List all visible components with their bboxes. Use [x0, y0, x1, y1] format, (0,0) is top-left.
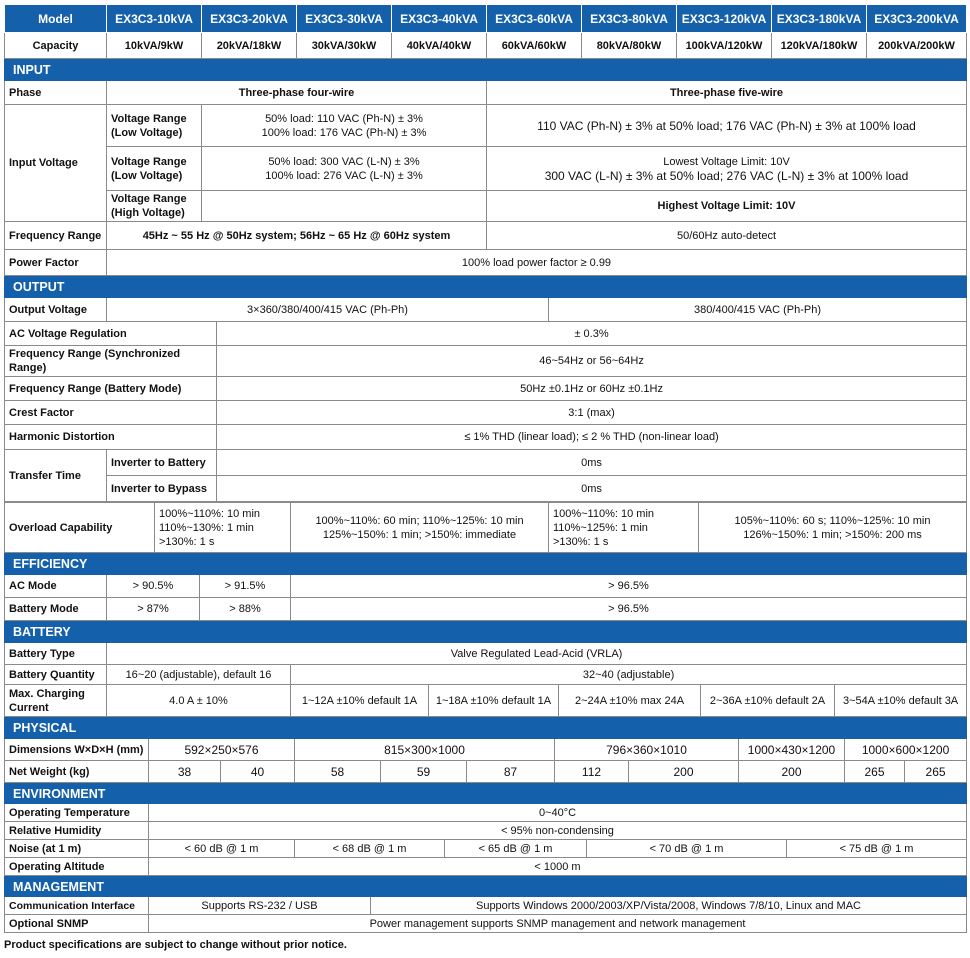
- freq-sync-label: Frequency Range (Synchronized Range): [5, 346, 217, 377]
- battery-type-label: Battery Type: [5, 643, 107, 665]
- capacity-value: 60kVA/60kW: [487, 33, 582, 59]
- dimensions-label: Dimensions W×D×H (mm): [5, 739, 149, 761]
- frequency-range-label: Frequency Range: [5, 222, 107, 250]
- voltage-range-label: Voltage Range (Low Voltage): [107, 147, 202, 191]
- phase-value: Three-phase four-wire: [107, 81, 487, 105]
- noise-value: < 60 dB @ 1 m: [149, 840, 295, 858]
- net-weight-value: 58: [295, 761, 381, 783]
- noise-value: < 68 dB @ 1 m: [295, 840, 445, 858]
- footer-note: Product specifications are subject to change without prior notice.: [4, 939, 347, 951]
- charging-current-value: 1~18A ±10% default 1A: [429, 685, 559, 717]
- dimensions-value: 592×250×576: [149, 739, 295, 761]
- management-table: [4, 876, 967, 933]
- model-name: EX3C3-20kVA: [202, 5, 297, 33]
- voltage-range-empty: [202, 191, 487, 222]
- output-voltage-value: 380/400/415 VAC (Ph-Ph): [549, 298, 967, 322]
- optional-snmp-value: Power management supports SNMP management and network management: [149, 915, 967, 933]
- overload-value: 100%~110%: 10 min 110%~130%: 1 min >130%: 1 s: [155, 503, 291, 553]
- ac-regulation-label: AC Voltage Regulation: [5, 322, 217, 346]
- freq-battery-label: Frequency Range (Battery Mode): [5, 377, 217, 401]
- input-table: [4, 59, 967, 276]
- charging-current-value: 4.0 A ± 10%: [107, 685, 291, 717]
- model-name: EX3C3-30kVA: [297, 5, 392, 33]
- power-factor-value: 100% load power factor ≥ 0.99: [107, 250, 967, 276]
- battery-quantity-value: 32~40 (adjustable): [291, 665, 967, 685]
- relative-humidity-value: < 95% non-condensing: [149, 822, 967, 840]
- section-title-input: INPUT: [5, 60, 967, 81]
- model-name: EX3C3-40kVA: [392, 5, 487, 33]
- capacity-value: 20kVA/18kW: [202, 33, 297, 59]
- communication-interface-label: Communication Interface: [5, 897, 149, 915]
- noise-value: < 65 dB @ 1 m: [445, 840, 587, 858]
- model-name: EX3C3-80kVA: [582, 5, 677, 33]
- model-header: Model: [5, 5, 107, 33]
- net-weight-value: 200: [629, 761, 739, 783]
- inverter-to-battery-label: Inverter to Battery: [107, 450, 217, 476]
- operating-temperature-value: 0~40°C: [149, 804, 967, 822]
- inverter-to-battery-value: 0ms: [217, 450, 967, 476]
- net-weight-value: 265: [845, 761, 905, 783]
- output-voltage-label: Output Voltage: [5, 298, 107, 322]
- voltage-range-value: 110 VAC (Ph-N) ± 3% at 50% load; 176 VAC (Ph-N) ± 3% at 100% load: [487, 105, 967, 147]
- battery-mode-label: Battery Mode: [5, 598, 107, 621]
- highest-voltage-limit: Highest Voltage Limit: 10V: [487, 191, 967, 222]
- inverter-to-bypass-value: 0ms: [217, 476, 967, 502]
- battery-table: [4, 621, 967, 717]
- noise-value: < 70 dB @ 1 m: [587, 840, 787, 858]
- operating-altitude-label: Operating Altitude: [5, 858, 149, 876]
- model-name: EX3C3-200kVA: [867, 5, 967, 33]
- ac-mode-value: > 91.5%: [200, 575, 291, 598]
- voltage-range-label: Voltage Range (High Voltage): [107, 191, 202, 222]
- freq-sync-value: 46~54Hz or 56~64Hz: [217, 346, 967, 377]
- net-weight-value: 87: [467, 761, 555, 783]
- net-weight-label: Net Weight (kg): [5, 761, 149, 783]
- battery-quantity-value: 16~20 (adjustable), default 16: [107, 665, 291, 685]
- dimensions-value: 815×300×1000: [295, 739, 555, 761]
- battery-type-value: Valve Regulated Lead-Acid (VRLA): [107, 643, 967, 665]
- battery-mode-value: > 88%: [200, 598, 291, 621]
- capacity-value: 10kVA/9kW: [107, 33, 202, 59]
- dimensions-value: 796×360×1010: [555, 739, 739, 761]
- model-name: EX3C3-10kVA: [107, 5, 202, 33]
- phase-value: Three-phase five-wire: [487, 81, 967, 105]
- phase-label: Phase: [5, 81, 107, 105]
- overload-value: 105%~110%: 60 s; 110%~125%: 10 min 126%~150%: 1 min; >150%: 200 ms: [699, 503, 967, 553]
- net-weight-value: 40: [221, 761, 295, 783]
- communication-interface-value: Supports RS-232 / USB: [149, 897, 371, 915]
- power-factor-label: Power Factor: [5, 250, 107, 276]
- crest-factor-label: Crest Factor: [5, 401, 217, 425]
- header-table: [4, 4, 967, 59]
- spec-sheet: [4, 4, 966, 951]
- voltage-range-value: 50% load: 110 VAC (Ph-N) ± 3% 100% load: 176 VAC (Ph-N) ± 3%: [202, 105, 487, 147]
- freq-battery-value: 50Hz ±0.1Hz or 60Hz ±0.1Hz: [217, 377, 967, 401]
- overload-value: 100%~110%: 10 min 110%~125%: 1 min >130%: 1 s: [549, 503, 699, 553]
- frequency-range-value: 45Hz ~ 55 Hz @ 50Hz system; 56Hz ~ 65 Hz @ 60Hz system: [107, 222, 487, 250]
- capacity-value: 80kVA/80kW: [582, 33, 677, 59]
- section-title-battery: BATTERY: [5, 622, 967, 643]
- section-title-environment: ENVIRONMENT: [5, 784, 967, 804]
- voltage-range-label: Voltage Range (Low Voltage): [107, 105, 202, 147]
- capacity-value: 40kVA/40kW: [392, 33, 487, 59]
- operating-altitude-value: < 1000 m: [149, 858, 967, 876]
- capacity-value: 100kVA/120kW: [677, 33, 772, 59]
- dimensions-value: 1000×430×1200: [739, 739, 845, 761]
- model-name: EX3C3-60kVA: [487, 5, 582, 33]
- net-weight-value: 200: [739, 761, 845, 783]
- section-title-output: OUTPUT: [5, 277, 967, 298]
- physical-table: [4, 717, 967, 783]
- harmonic-distortion-value: ≤ 1% THD (linear load); ≤ 2 % THD (non-linear load): [217, 425, 967, 450]
- optional-snmp-label: Optional SNMP: [5, 915, 149, 933]
- relative-humidity-label: Relative Humidity: [5, 822, 149, 840]
- overload-label: Overload Capability: [5, 503, 155, 553]
- operating-temperature-label: Operating Temperature: [5, 804, 149, 822]
- output-voltage-value: 3×360/380/400/415 VAC (Ph-Ph): [107, 298, 549, 322]
- output-table: [4, 276, 967, 502]
- net-weight-value: 38: [149, 761, 221, 783]
- input-voltage-label: Input Voltage: [5, 105, 107, 222]
- environment-table: [4, 783, 967, 876]
- capacity-value: 30kVA/30kW: [297, 33, 392, 59]
- frequency-range-value: 50/60Hz auto-detect: [487, 222, 967, 250]
- dimensions-value: 1000×600×1200: [845, 739, 967, 761]
- model-name: EX3C3-180kVA: [772, 5, 867, 33]
- capacity-label: Capacity: [5, 33, 107, 59]
- section-title-physical: PHYSICAL: [5, 718, 967, 739]
- capacity-value: 200kVA/200kW: [867, 33, 967, 59]
- voltage-range-value: 50% load: 300 VAC (L-N) ± 3% 100% load: 276 VAC (L-N) ± 3%: [202, 147, 487, 191]
- net-weight-value: 112: [555, 761, 629, 783]
- ac-regulation-value: ± 0.3%: [217, 322, 967, 346]
- battery-mode-value: > 96.5%: [291, 598, 967, 621]
- ac-mode-value: > 96.5%: [291, 575, 967, 598]
- battery-mode-value: > 87%: [107, 598, 200, 621]
- model-name: EX3C3-120kVA: [677, 5, 772, 33]
- transfer-time-label: Transfer Time: [5, 450, 107, 502]
- inverter-to-bypass-label: Inverter to Bypass: [107, 476, 217, 502]
- noise-value: < 75 dB @ 1 m: [787, 840, 967, 858]
- communication-interface-value: Supports Windows 2000/2003/XP/Vista/2008, Windows 7/8/10, Linux and MAC: [371, 897, 967, 915]
- capacity-value: 120kVA/180kW: [772, 33, 867, 59]
- charging-current-value: 3~54A ±10% default 3A: [835, 685, 967, 717]
- section-title-management: MANAGEMENT: [5, 877, 967, 897]
- battery-quantity-label: Battery Quantity: [5, 665, 107, 685]
- charging-current-value: 2~24A ±10% max 24A: [559, 685, 701, 717]
- overload-value: 100%~110%: 60 min; 110%~125%: 10 min 125%~150%: 1 min; >150%: immediate: [291, 503, 549, 553]
- harmonic-distortion-label: Harmonic Distortion: [5, 425, 217, 450]
- voltage-range-value: 300 VAC (L-N) ± 3% at 50% load; 276 VAC (L-N) ± 3% at 100% load: [544, 168, 909, 183]
- overload-table: [4, 502, 967, 553]
- noise-label: Noise (at 1 m): [5, 840, 149, 858]
- section-title-efficiency: EFFICIENCY: [5, 554, 967, 575]
- efficiency-table: [4, 553, 967, 621]
- ac-mode-label: AC Mode: [5, 575, 107, 598]
- net-weight-value: 265: [905, 761, 967, 783]
- crest-factor-value: 3:1 (max): [217, 401, 967, 425]
- charging-current-label: Max. Charging Current: [5, 685, 107, 717]
- ac-mode-value: > 90.5%: [107, 575, 200, 598]
- charging-current-value: 2~36A ±10% default 2A: [701, 685, 835, 717]
- lowest-voltage-limit: Lowest Voltage Limit: 10V: [663, 155, 790, 168]
- charging-current-value: 1~12A ±10% default 1A: [291, 685, 429, 717]
- net-weight-value: 59: [381, 761, 467, 783]
